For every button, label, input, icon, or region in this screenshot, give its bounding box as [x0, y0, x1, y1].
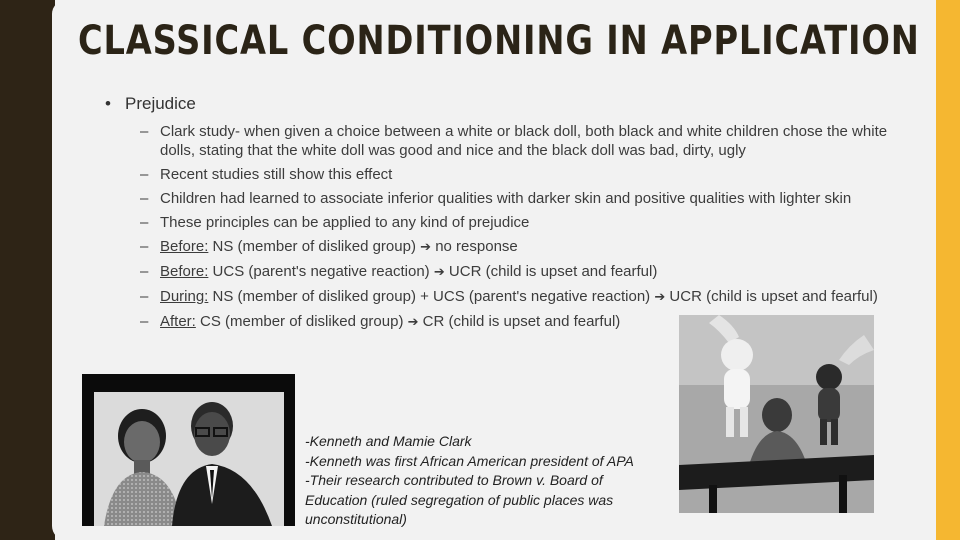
- sub-point-before-2: [105, 262, 905, 282]
- dash-marker: –: [140, 263, 149, 280]
- clarks-photo-art: [82, 374, 295, 526]
- right-arrow-icon: ➔: [654, 290, 666, 305]
- response-text: no response: [431, 238, 518, 255]
- bullet-list: [105, 94, 905, 337]
- sub-point-text: Recent studies still show this effect: [160, 166, 393, 183]
- left-decor-band: [0, 0, 55, 540]
- left-decor-edge: [52, 0, 74, 540]
- slide-title: CLASSICAL CONDITIONING IN APPLICATION: [78, 18, 920, 64]
- dash-marker: –: [140, 190, 149, 207]
- sub-point-text: These principles can be applied to any kind of prejudice: [160, 214, 530, 231]
- sub-point: [105, 213, 905, 232]
- stimulus-text: CS (member of disliked group): [195, 313, 408, 330]
- response-text: UCR (child is upset and fearful): [444, 263, 658, 280]
- sub-point: [105, 122, 905, 160]
- clarks-photo: [82, 374, 295, 526]
- bullet-dot: •: [105, 94, 111, 113]
- caption-line: -Kenneth and Mamie Clark: [305, 433, 472, 449]
- main-bullet: [105, 94, 905, 114]
- sub-point-during: [105, 287, 905, 307]
- dash-marker: –: [140, 288, 149, 305]
- dash-marker: –: [140, 123, 149, 140]
- right-arrow-icon: ➔: [420, 240, 432, 255]
- doll-photo-art: [679, 315, 874, 513]
- right-accent-band: [936, 0, 960, 540]
- sub-point-before-1: [105, 237, 905, 257]
- phase-label: Before:: [160, 263, 209, 280]
- dash-marker: –: [140, 166, 149, 183]
- caption-line: -Their research contributed to Brown v. Board of Education (ruled segregation of public places was unconstitutional): [305, 472, 614, 527]
- sub-point-text: Children had learned to associate inferior qualities with darker skin and positive qualities with lighter skin: [160, 190, 852, 207]
- response-text: UCR (child is upset and fearful): [665, 288, 878, 305]
- right-arrow-icon: ➔: [407, 315, 419, 330]
- photo-caption: [305, 432, 645, 540]
- phase-label: After:: [160, 313, 196, 330]
- stimulus-text: UCS (parent's negative reaction): [208, 263, 434, 280]
- dash-marker: –: [140, 313, 149, 330]
- phase-label: Before:: [160, 238, 209, 255]
- phase-label: During:: [160, 288, 209, 305]
- sub-point: [105, 165, 905, 184]
- sub-point: [105, 189, 905, 208]
- stimulus-text: NS (member of disliked group) + UCS (parent's negative reaction): [208, 288, 655, 305]
- caption-line: -Kenneth was first African American president of APA: [305, 452, 634, 469]
- stimulus-text: NS (member of disliked group): [208, 238, 421, 255]
- right-arrow-icon: ➔: [433, 265, 445, 280]
- doll-experiment-photo: [679, 315, 874, 513]
- main-bullet-label: Prejudice: [125, 94, 196, 113]
- dash-marker: –: [140, 214, 149, 231]
- response-text: CR (child is upset and fearful): [418, 313, 621, 330]
- dash-marker: –: [140, 238, 149, 255]
- sub-point-text: Clark study- when given a choice between a white or black doll, both black and white children chose the white dolls, stating that the white doll was good and nice and the black doll was bad, dirty, ugly: [160, 123, 888, 159]
